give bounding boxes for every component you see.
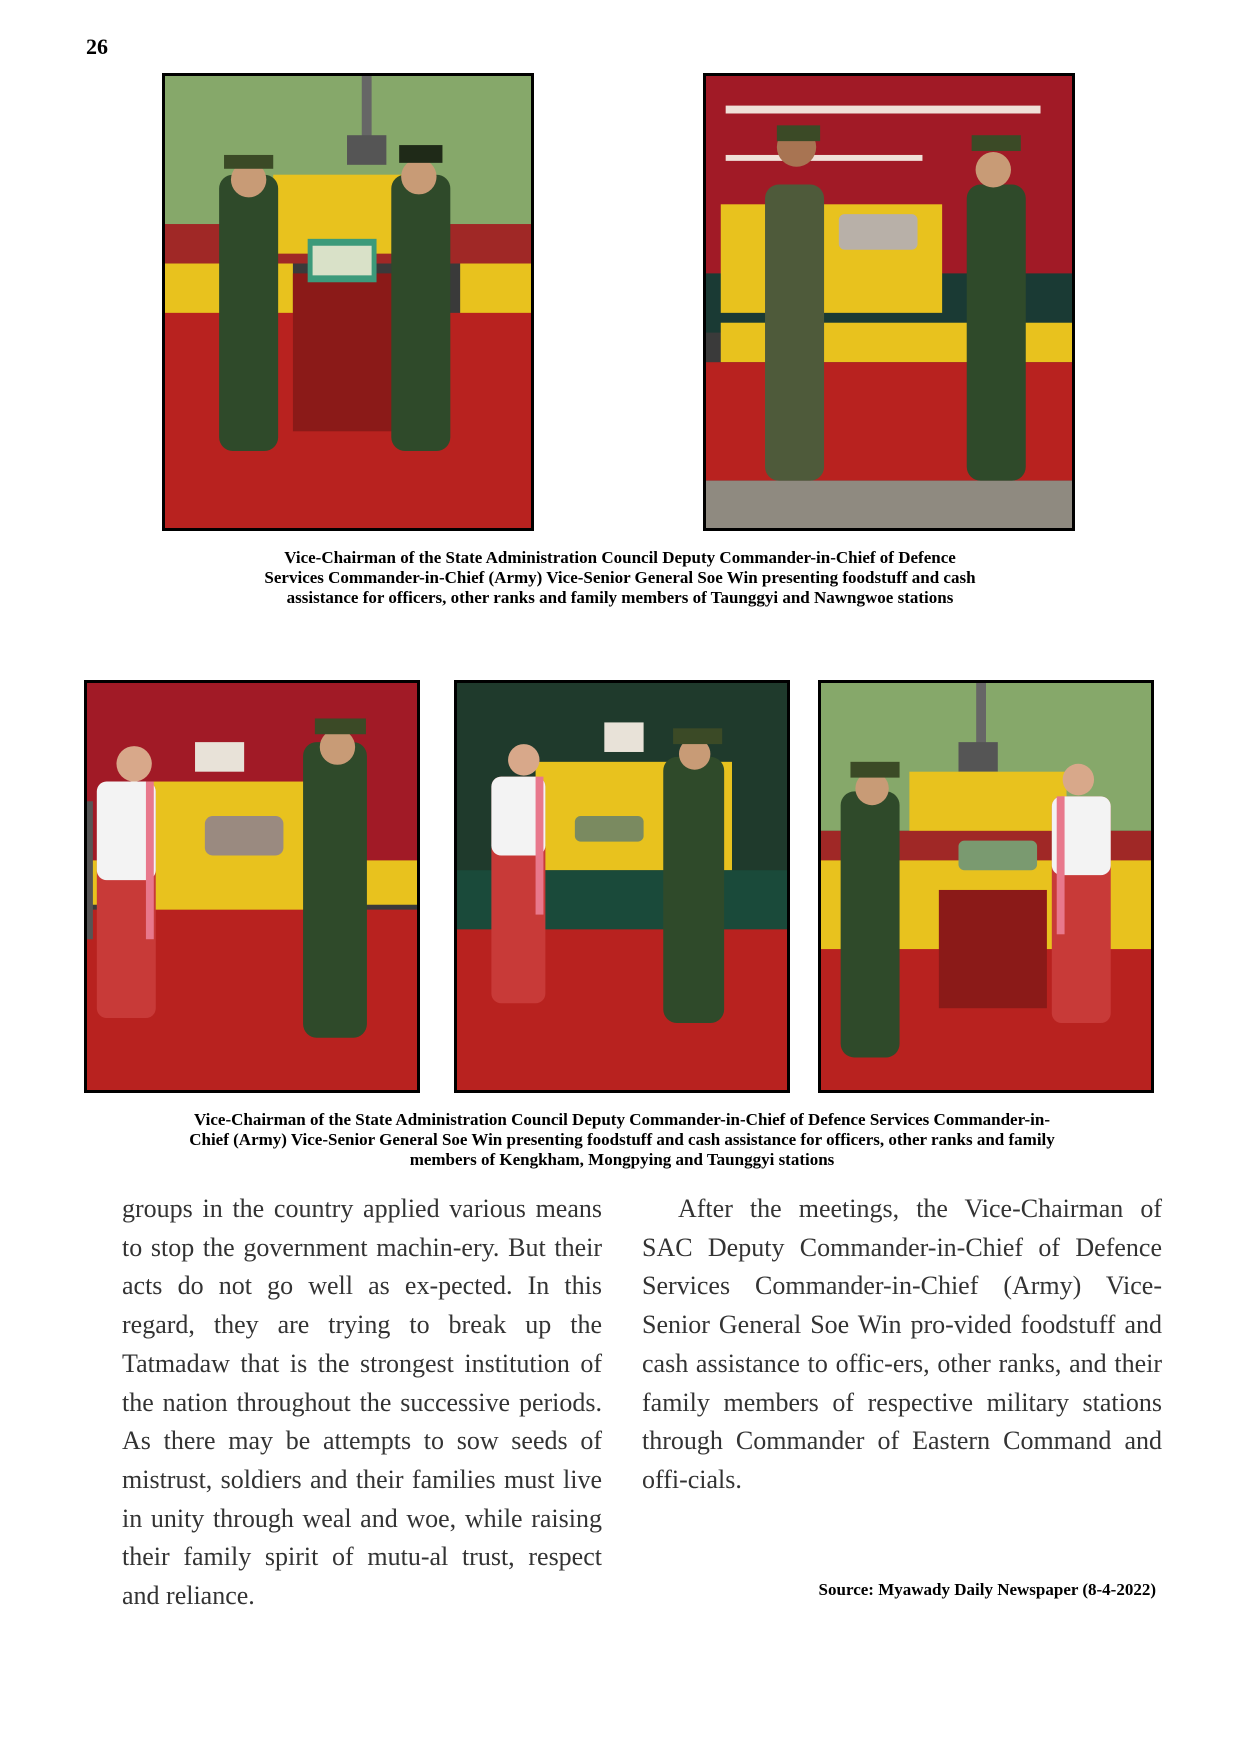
right-column-text: After the meetings, the Vice-Chairman of SAC Deputy Commander-in-Chief of Defence Services Commander-in-Chief (Army) Vice-Senior General Soe Win pro-vided foodstuff and cash assistance to offic-ers, other ranks, and their family members of respective military stations through Commander of Eastern Command and offi-cials.	[642, 1194, 1162, 1494]
bottom-photo-caption	[82, 1110, 1162, 1170]
left-column-text: groups in the country applied various means to stop the government machin-ery. But their acts do not go well as ex-pected. In this regard, they are trying to break up the Tatmadaw that is the strongest institution of the nation throughout the successive periods. As there may be attempts to sow seeds of mistrust, soldiers and their families must live in unity through weal and woe, while raising their family spirit of mutu-al trust, respect and reliance.	[122, 1194, 602, 1611]
caption-line: Vice-Chairman of the State Administration Council Deputy Commander-in-Chief of Defence	[284, 548, 956, 567]
photo-image	[706, 76, 1072, 528]
photo-nawngwoe-presentation	[703, 73, 1075, 531]
top-photo-caption	[150, 548, 1090, 608]
page-number: 26	[86, 34, 108, 59]
photo-image	[457, 683, 787, 1090]
caption-line: members of Kengkham, Mongpying and Taunggyi stations	[409, 1150, 835, 1169]
caption-line: Vice-Chairman of the State Administration Council Deputy Commander-in-Chief of Defence Services Commander-in-	[193, 1110, 1051, 1129]
caption-line: assistance for officers, other ranks and family members of Taunggyi and Nawngwoe stations	[286, 588, 954, 607]
photo-taunggyi-family-presentation	[818, 680, 1154, 1093]
photo-image	[165, 76, 531, 528]
source-credit: Source: Myawady Daily Newspaper (8-4-2022)	[818, 1580, 1156, 1599]
caption-line: Services Commander-in-Chief (Army) Vice-Senior General Soe Win presenting foodstuff and cash	[264, 568, 976, 587]
photo-taunggyi-presentation	[162, 73, 534, 531]
photo-image	[87, 683, 417, 1090]
photo-mongpying-presentation	[454, 680, 790, 1093]
caption-line: Chief (Army) Vice-Senior General Soe Win presenting foodstuff and cash assistance for officers, other ranks and family	[189, 1130, 1055, 1149]
photo-image	[821, 683, 1151, 1090]
photo-kengkham-presentation	[84, 680, 420, 1093]
